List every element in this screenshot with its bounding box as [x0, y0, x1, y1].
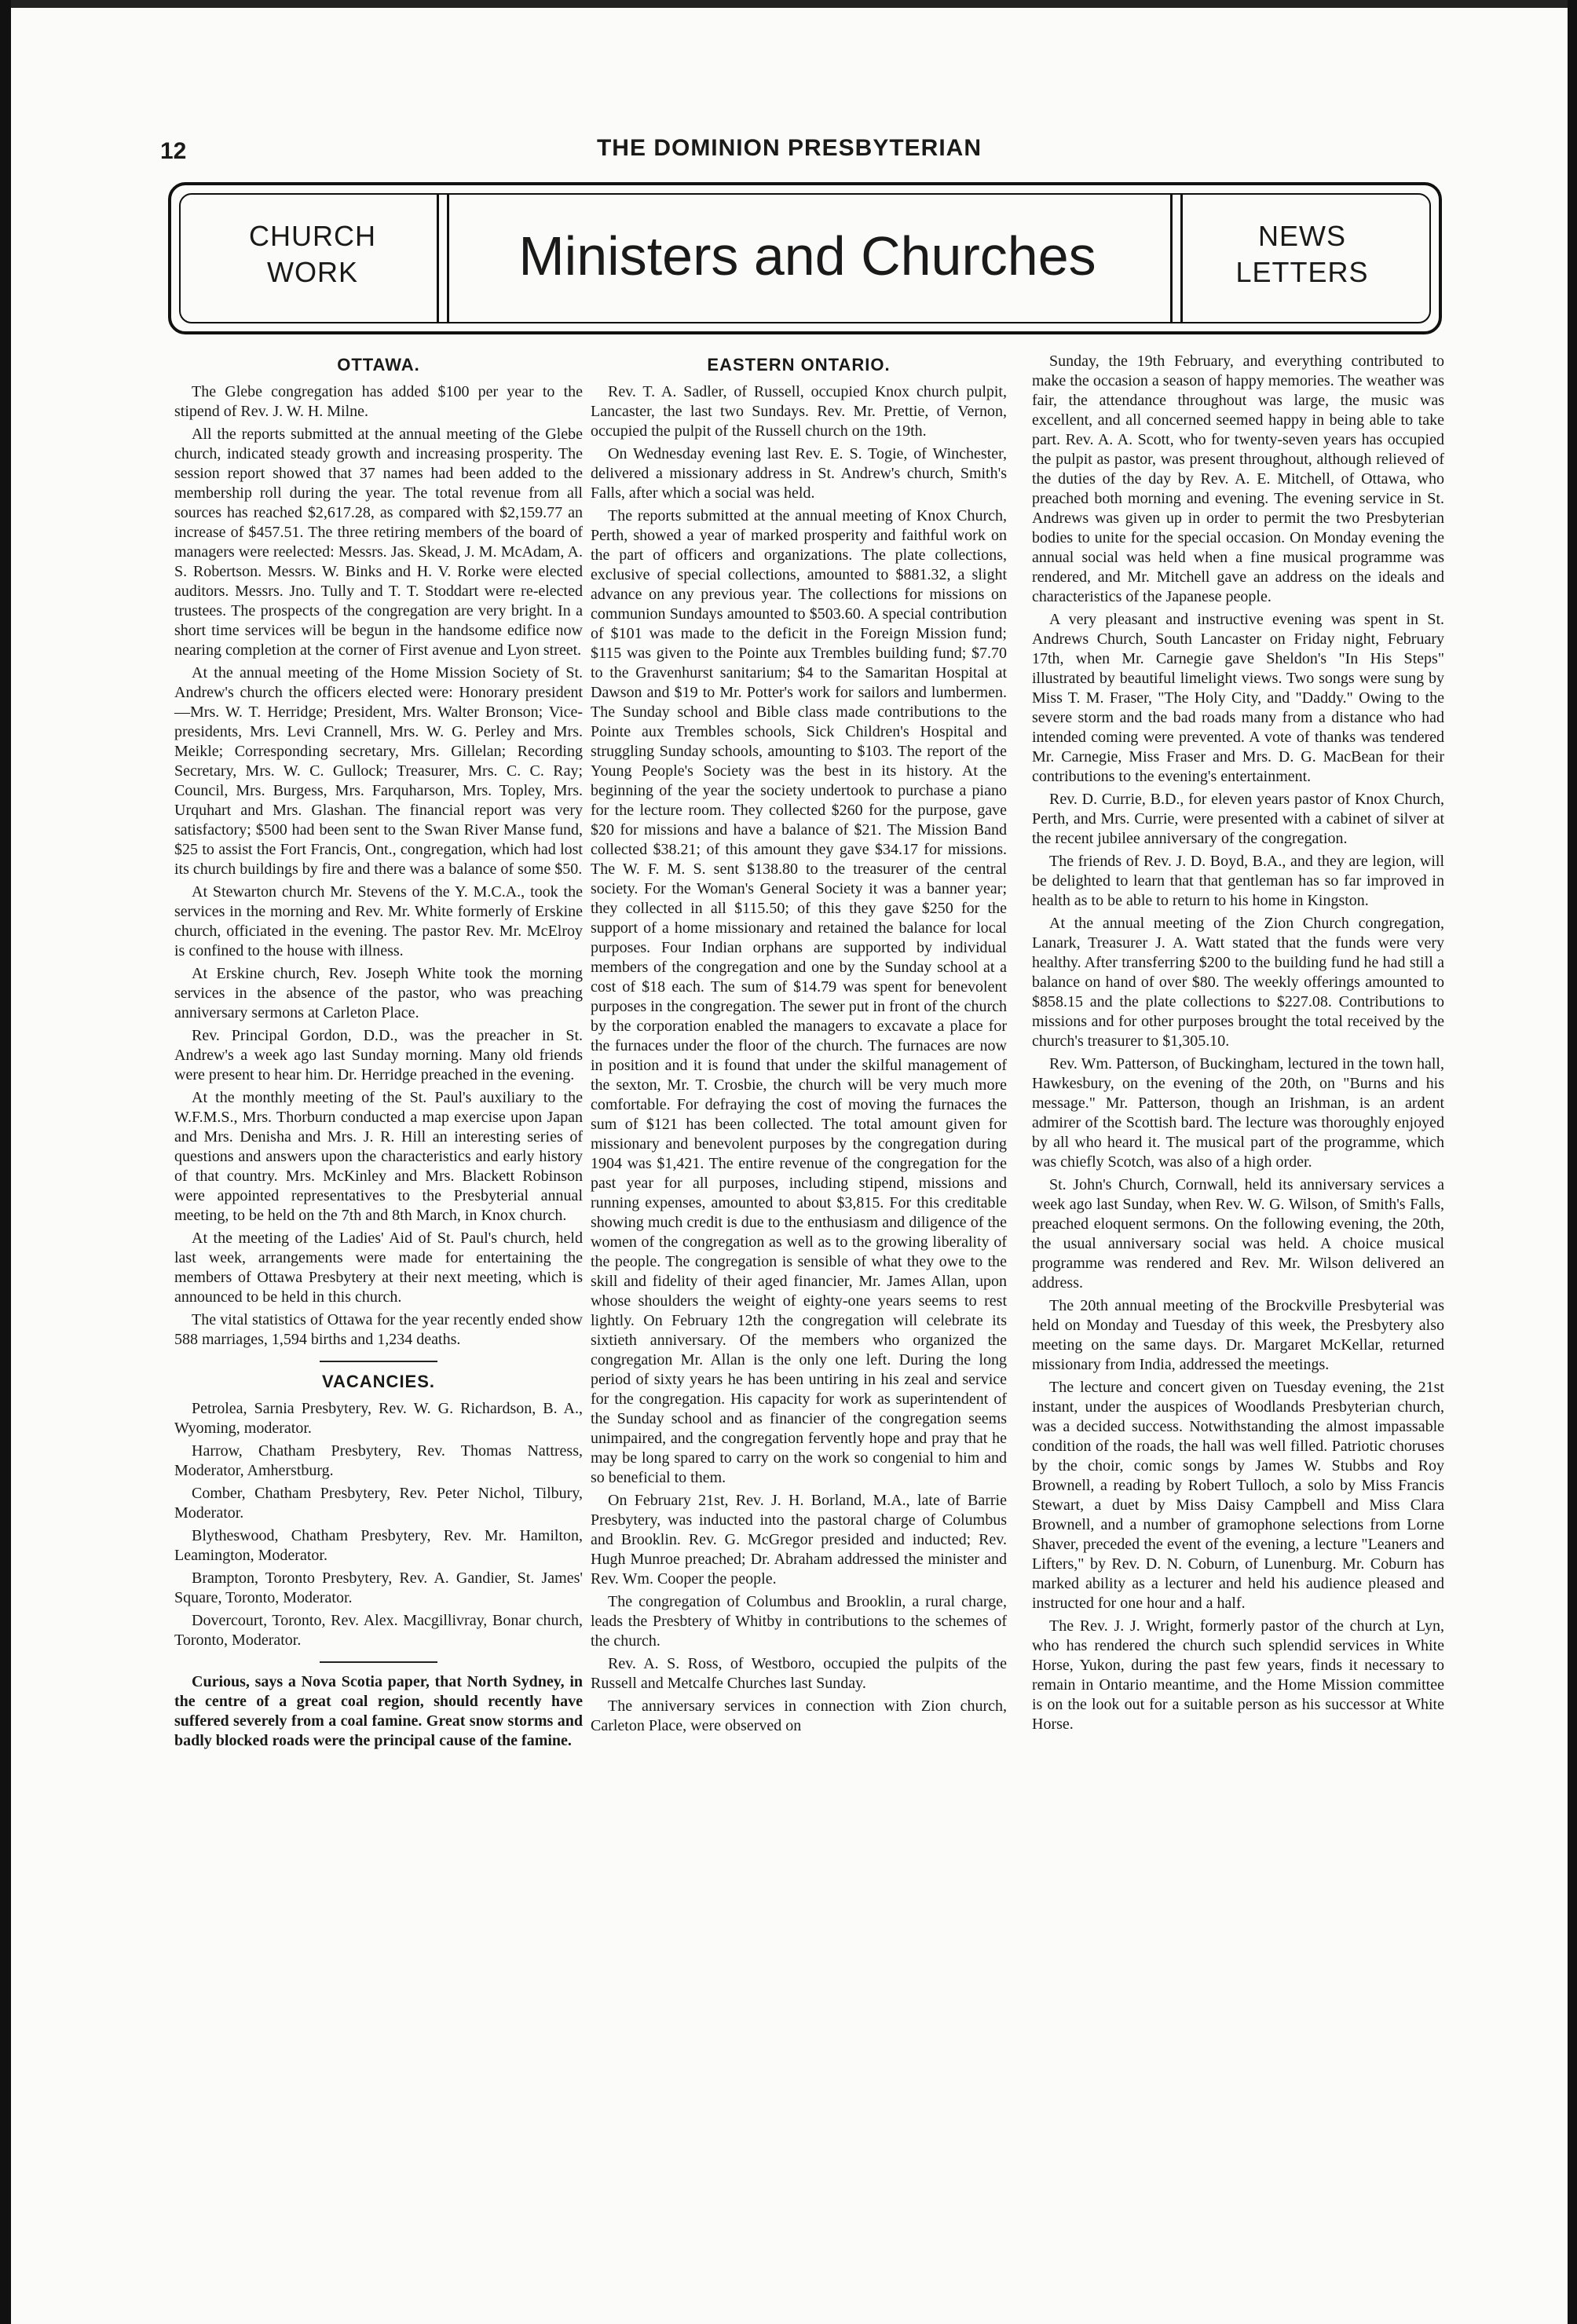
scan-edge-right [1568, 0, 1577, 2324]
ottawa-articles [174, 382, 583, 1350]
vacancy-item: Blytheswood, Chatham Presbytery, Rev. Mr. Hamilton, Leamington, Moderator. [174, 1527, 583, 1564]
article-paragraph: The congregation of Columbus and Brooklin, a rural charge, leads the Presbtery of Whitby in contributions to the schemes of the church. [591, 1593, 1007, 1650]
section-rule [320, 1361, 437, 1362]
scan-edge-top [0, 0, 1577, 8]
vacancy-item: Brampton, Toronto Presbytery, Rev. A. Gandier, St. James' Square, Toronto, Moderator. [174, 1569, 583, 1606]
article-paragraph: At Stewarton church Mr. Stevens of the Y. M.C.A., took the services in the morning and Rev. Mr. White formerly of Erskine church, officiated in the evening. The pastor Rev. Mr. McElroy is confined to the house with illness. [174, 883, 583, 959]
article-paragraph: St. John's Church, Cornwall, held its anniversary services a week ago last Sunday, when Rev. W. G. Wilson, of Smith's Falls, preached eloquent sermons. On the following evening, the 20th, the usual anniversary social was held. A choice musical programme was rendered and Rev. Mr. Wilson delivered an address. [1032, 1176, 1444, 1292]
article-paragraph: The 20th annual meeting of the Brockville Presbyterial was held on Monday and Tuesday of this week, the Presbytery also meeting on the same days. Dr. Margaret McKellar, returned missionary from India, addressed the meetings. [1032, 1297, 1444, 1373]
article-paragraph: At the annual meeting of the Zion Church congregation, Lanark, Treasurer J. A. Watt stated that the funds were very healthy. After transferring $200 to the building fund he had still a balance on hand of over $80. The weekly offerings amounted to $858.15 and the plate collections to $227.08. Contributions to missions and for other purposes brought the total received by the church's treasurer to $1,305.10. [1032, 915, 1444, 1050]
running-head [11, 133, 1568, 173]
article-paragraph: On Wednesday evening last Rev. E. S. Togie, of Winchester, delivered a missionary address in St. Andrew's church, Smith's Falls, after which a social was held. [591, 445, 1007, 502]
column-3 [1032, 352, 1444, 1738]
article-paragraph: The reports submitted at the annual meeting of Knox Church, Perth, showed a year of marked prosperity and faithful work on the part of officers and organizations. The plate collections, exclusive of special collections, amounted to $881.32, a slight advance on any previous year. The collections for missions on communion Sundays amounted to $503.60. A special contribution of $101 was made to the deficit in the Foreign Mission fund; $115 was given to the Pointe aux Trembles building fund; $7.70 to the Gravenhurst sanitarium; $4 to the Samaritan Hospital at Dawson and $19 to Mr. Potter's work for sailors and lumbermen. The Sunday school and Bible class made contributions to the Pointe aux Trembles schools, Sick Children's Hospital and struggling Sunday schools, amounting to $103. The report of the Young People's Society was the best in its history. At the beginning of the year the society undertook to purchase a piano for the lecture room. They collected $260 for the purpose, gave $20 for missions and have a balance of $21. The Mission Band collected $38.21; of this amount they gave $34.17 for missions. The W. F. M. S. sent $138.80 to the treasurer of the central society. For the Woman's General Society it was a banner year; they collected in all $115.50; of this they gave $250 for the support of a home missionary and retained the balance for local purposes. Four Indian orphans are supported by individual members of the congregation and one by the Sunday school at a cost of $18 each. The sum of $14.79 was spent for benevolent purposes in the congregation. The sewer put in front of the church by the corporation enabled the managers to excavate a place for the furnaces under the floor of the church. The furnaces are now in position and it is found that under the skilful management of the sexton, Mr. T. Crosbie, the church will be very much more comfortable. For defraying the cost of moving the furnaces the sum of $121 has been collected. The total amount given for missionary and benevolent purposes by the congregation during 1904 was $1,421. The entire revenue of the congregation for the past year for all purposes, including stipend, missions and running expenses, amounted to about $3,815. For this creditable showing much credit is due to the enthusiasm and diligence of the women of the congregation as well as to the growing liberality of the people. The congregation is sensible of what they owe to the skill and fidelity of their aged financier, Mr. James Allan, upon whose shoulders the weight of eighty-one years seems to rest lightly. On February 12th the congregation will celebrate its sixtieth anniversary. Of the members who organized the congregation Mr. Allan is the only one left. During the long period of sixty years he has been untiring in his zeal and service for the congregation. His capacity for work as superintendent of the Sunday school and as financier of the congregation seems unimpaired, and the congregation fervently hope and pray that he may be long spared to carry on the work so congenial to him and so beneficial to them. [591, 507, 1007, 1486]
vacancy-item: Dovercourt, Toronto, Rev. Alex. Macgillivray, Bonar church, Toronto, Moderator. [174, 1612, 583, 1649]
banner-left-line-2: WORK [267, 256, 358, 288]
article-paragraph: All the reports submitted at the annual meeting of the Glebe church, indicated steady growth and increasing prosperity. The session report showed that 37 names had been added to the membership roll during the year. The total revenue from all sources has reached $2,617.28, as compared with $2,159.77 an increase of $457.51. The three retiring members of the board of managers were reelected: Messrs. Jas. Skead, J. M. McAdam, A. S. Robertson. Messrs. W. Binks and H. V. Rorke were elected auditors. Messrs. Jno. Tully and T. T. Stoddart were re-elected trustees. The prospects of the congregation are very bright. In a short time services will be begun in the handsome edifice now nearing completion at the corner of First avenue and Lyon street. [174, 426, 583, 659]
article-paragraph: At Erskine church, Rev. Joseph White took the morning services in the absence of the pastor, who was preaching anniversary sermons at Carleton Place. [174, 965, 583, 1021]
eastern-ontario-heading: EASTERN ONTARIO. [707, 355, 891, 375]
banner-church-work [195, 218, 430, 290]
article-paragraph: At the monthly meeting of the St. Paul's auxiliary to the W.F.M.S., Mrs. Thorburn conducted a map exercise upon Japan and Mrs. Denisha and Mrs. J. R. Hill an interesting series of questions and answers upon the characteristics and early history of that country. Mrs. McKinley and Mrs. Blackett Robinson were appointed representatives to the Presbyterial annual meeting, to be held on the 7th and 8th March, in Knox church. [174, 1089, 583, 1224]
article-paragraph: The anniversary services in connection with Zion church, Carleton Place, were observed on [591, 1697, 1007, 1734]
vacancies-heading: VACANCIES. [321, 1372, 436, 1391]
scan-edge-left [0, 0, 11, 2324]
vacancies-list [174, 1399, 583, 1650]
banner-left-line-1: CHURCH [249, 220, 376, 252]
vacancy-item: Harrow, Chatham Presbytery, Rev. Thomas Nattress, Moderator, Amherstburg. [174, 1442, 583, 1479]
article-paragraph: Sunday, the 19th February, and everything contributed to make the occasion a season of happy memories. The weather was fair, the attendance throughout was large, the music was excellent, and all concerned seemed happy in being able to take part. Rev. A. A. Scott, who for twenty-seven years has occupied the pulpit as pastor, was present throughout, although relieved of the duties of the day by Rev. A. E. Mitchell, of Ottawa, who preached both morning and evening. The evening service in St. Andrews was given up in order to permit the two Presbyterian bodies to unite for the special occasion. On Monday evening the annual social was held when a fine musical programme was rendered, and Mr. Mitchell gave an address on the ideals and characteristics of the Japanese people. [1032, 353, 1444, 605]
article-paragraph: Rev. Wm. Patterson, of Buckingham, lectured in the town hall, Hawkesbury, on the evening of the 20th, on "Burns and his message." Mr. Patterson, though an Irishman, is an ardent admirer of the Scottish bard. The lecture was thoroughly enjoyed by all who heard it. The musical part of the programme, which was chiefly Scotch, was also of a high order. [1032, 1055, 1444, 1171]
page-number: 12 [160, 138, 187, 164]
journal-title: THE DOMINION PRESBYTERIAN [596, 135, 982, 161]
article-paragraph: Rev. D. Currie, B.D., for eleven years pastor of Knox Church, Perth, and Mrs. Currie, were presented with a cabinet of silver at the recent jubilee anniversary of the congregation. [1032, 791, 1444, 847]
banner-right-line-1: NEWS [1258, 220, 1346, 252]
newspaper-page [11, 8, 1568, 2324]
vacancy-item: Petrolea, Sarnia Presbytery, Rev. W. G. Richardson, B. A., Wyoming, moderator. [174, 1400, 583, 1437]
article-paragraph: On February 21st, Rev. J. H. Borland, M.A., late of Barrie Presbytery, was inducted into the pastoral charge of Columbus and Brooklin. Rev. G. McGregor presided and inducted; Rev. Hugh Munroe preached; Dr. Abraham addressed the minister and Rev. Wm. Cooper the people. [591, 1492, 1007, 1588]
coal-famine-article: Curious, says a Nova Scotia paper, that North Sydney, in the centre of a great coal region, should recently have suffered severely from a coal famine. Great snow storms and badly blocked roads were the principal cause of the famine. [174, 1673, 583, 1749]
section-banner [168, 182, 1442, 334]
eastern-ontario-articles [591, 382, 1007, 1736]
column-1 [174, 352, 583, 1754]
vacancy-item: Comber, Chatham Presbytery, Rev. Peter Nichol, Tilbury, Moderator. [174, 1485, 583, 1522]
eastern-ontario-continued [1032, 352, 1444, 1734]
article-paragraph: Rev. Principal Gordon, D.D., was the preacher in St. Andrew's a week ago last Sunday morning. Many old friends were present to hear him. Dr. Herridge preached in the evening. [174, 1027, 583, 1083]
column-2 [591, 352, 1007, 1739]
banner-news-letters [1184, 218, 1420, 290]
article-paragraph: The Glebe congregation has added $100 per year to the stipend of Rev. J. W. H. Milne. [174, 383, 583, 420]
article-paragraph: At the meeting of the Ladies' Aid of St. Paul's church, held last week, arrangements were made for entertaining the members of Ottawa Presbytery at their next meeting, which is announced to be held in this church. [174, 1230, 583, 1306]
article-paragraph: A very pleasant and instructive evening was spent in St. Andrews Church, South Lancaster on Friday night, February 17th, when Mr. Carnegie gave Sheldon's "In His Steps" illustrated by beautiful limelight views. Two songs were sung by Miss T. M. Fraser, "The Holy City, and "Daddy." Owing to the severe storm and the bad roads many from a distance who had intended coming were prevented. A vote of thanks was tendered Mr. Carnegie, Miss Fraser and Mrs. D. G. MacBean for their contributions to the evening's entertainment. [1032, 611, 1444, 785]
article-paragraph: The friends of Rev. J. D. Boyd, B.A., and they are legion, will be delighted to learn that that gentleman has so far improved in health as to be able to return to his home in Kingston. [1032, 853, 1444, 909]
article-paragraph: Rev. A. S. Ross, of Westboro, occupied the pulpits of the Russell and Metcalfe Churches last Sunday. [591, 1655, 1007, 1692]
banner-right-line-2: LETTERS [1235, 256, 1369, 288]
article-paragraph: The vital statistics of Ottawa for the year recently ended show 588 marriages, 1,594 births and 1,234 deaths. [174, 1311, 583, 1348]
banner-title: Ministers and Churches [518, 225, 1096, 287]
ottawa-heading: OTTAWA. [337, 355, 420, 375]
article-paragraph: The lecture and concert given on Tuesday evening, the 21st instant, under the auspices of Woodlands Presbyterian church, was a decided success. Notwithstanding the almost impassable condition of the roads, the hall was well filled. Patriotic choruses by the choir, comic songs by James W. Stubbs and Roy Brownell, a reading by Robert Tulloch, a solo by Miss Francis Stewart, a duet by Miss Daisy Campbell and Miss Clara Brownell, and a number of gramophone selections from Lorne Shaver, preceded the event of the evening, a lecture "Leaners and Lifters," by Rev. D. N. Coburn, of Lunenburg. Mr. Coburn has marked ability as a lecturer and held his audience pleased and instructed for one hour and a half. [1032, 1379, 1444, 1612]
section-rule-2 [320, 1661, 437, 1663]
article-paragraph: The Rev. J. J. Wright, formerly pastor of the church at Lyn, who has rendered the church such splendid services in White Horse, Yukon, during the past few years, finds it necessary to remain in Ontario meantime, and the Home Mission committee is on the look out for a suitable person as his successor at White Horse. [1032, 1617, 1444, 1733]
article-paragraph: Rev. T. A. Sadler, of Russell, occupied Knox church pulpit, Lancaster, the last two Sundays. Rev. Mr. Prettie, of Vernon, occupied the pulpit of the Russell church on the 19th. [591, 383, 1007, 440]
article-paragraph: At the annual meeting of the Home Mission Society of St. Andrew's church the officers elected were: Honorary president—Mrs. W. T. Herridge; President, Mrs. Walter Bronson; Vice-presidents, Mrs. Levi Crannell, Mrs. W. G. Perley and Mrs. Meikle; Corresponding secretary, Mrs. Gillelan; Recording Secretary, Mrs. W. C. Gullock; Treasurer, Mrs. C. C. Ray; Council, Mrs. Burgess, Mrs. Farquharson, Mrs. Topley, Mrs. Urquhart and Mrs. Glashan. The financial report was very satisfactory; $500 had been sent to the Swan River Manse fund, $25 to assist the Fort Francis, Ont., congregation, which had lost its church buildings by fire and there was a balance of some $50. [174, 664, 583, 878]
